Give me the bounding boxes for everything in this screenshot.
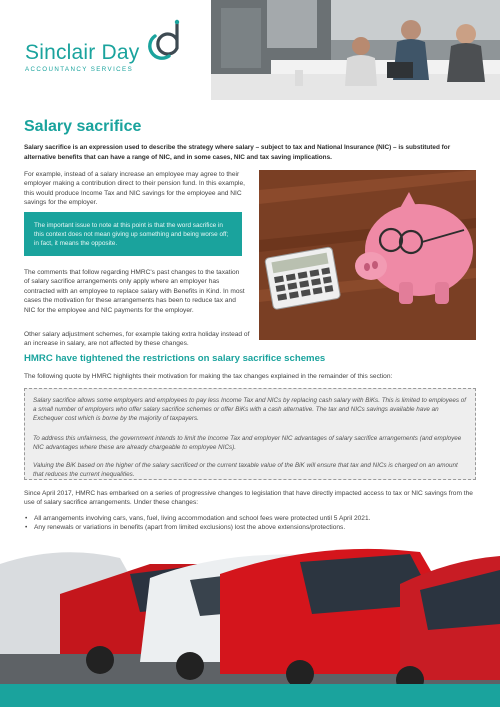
parked-cars-photo <box>0 534 500 684</box>
list-item: • All arrangements involving cars, vans, fuel, living accommodation and school fees were protected until 5 April 2021. <box>24 514 476 523</box>
logo-mark-icon <box>147 18 191 62</box>
pension-example-paragraph: For example, instead of a salary increase an employee may agree to their employer making a contribution direct to their pension fund. In this example, this would produce Income Tax and NIC savings for the employee and NIC savings for the employer. <box>24 171 246 207</box>
callout-text: The important issue to note at this point is that the word sacrifice in this context does not mean giving up something and being worse off; in fact, it means the opposite. <box>34 222 229 248</box>
changes-list <box>24 514 476 533</box>
intro-paragraph: Salary sacrifice is an expression used to describe the strategy where salary – subject to tax and National Insurance (NIC) – is substituted for alternative benefits that can have a range of NIC, and in some cases, NIC and tax saving implications. <box>24 144 451 161</box>
logo-subtitle: ACCOUNTANCY SERVICES <box>25 66 134 73</box>
header-office-photo <box>211 0 500 100</box>
callout-box <box>24 212 242 256</box>
logo-name: Sinclair Day <box>25 41 140 64</box>
company-logo <box>25 42 139 73</box>
hmrc-quote-box <box>24 388 476 480</box>
quote-paragraph: To address this unfairness, the government intends to limit the Income Tax and employer NIC advantages of salary sacrifice arrangements (and employee NIC advantages where these are already chargeable to employee NICs). <box>33 435 462 452</box>
piggy-bank-photo <box>259 170 476 340</box>
since-april-paragraph: Since April 2017, HMRC has embarked on a series of progressive changes to legislation that have directly impacted access to tax or NIC savings from the use of salary sacrifice arrangements. Under these changes: <box>24 490 473 507</box>
hmrc-changes-paragraph: The comments that follow regarding HMRC's past changes to the taxation of salary sacrifice arrangements only apply where an employer has contracted with an employee to replace salary with Benefits in Kind. In most cases the motivation for these arrangements has been to reduce tax and NIC for the employee and NIC payments for the employer. <box>24 269 245 314</box>
quote-paragraph: Valuing the BiK based on the higher of the salary sacrificed or the current taxable value of the BiK will ensure that tax and NICs is charged on an amount that reduces the current inequalities. <box>33 462 458 479</box>
page-title: Salary sacrifice <box>24 118 142 135</box>
list-item: • Any renewals or variations in benefits (apart from limited exclusions) lost the above extensions/protections. <box>24 523 476 532</box>
quote-paragraph: Salary sacrifice allows some employers and employees to pay less Income Tax and NICs by replacing cash salary with BiKs. This is limited to employees of a small number of employers who offer salary sacrifice schemes or offer BiKs with a cash alternative. The tax and NICs savings available have an Exchequer cost which is borne by the majority of taxpayers. <box>33 397 467 423</box>
other-schemes-paragraph: Other salary adjustment schemes, for example taking extra holiday instead of an increase in salary, are not affected by these changes. <box>24 331 250 348</box>
footer-bar <box>0 684 500 707</box>
section-heading: HMRC have tightened the restrictions on salary sacrifice schemes <box>24 353 326 364</box>
quote-lead-paragraph: The following quote by HMRC highlights their motivation for making the tax changes explained in the remainder of this section: <box>24 373 393 380</box>
